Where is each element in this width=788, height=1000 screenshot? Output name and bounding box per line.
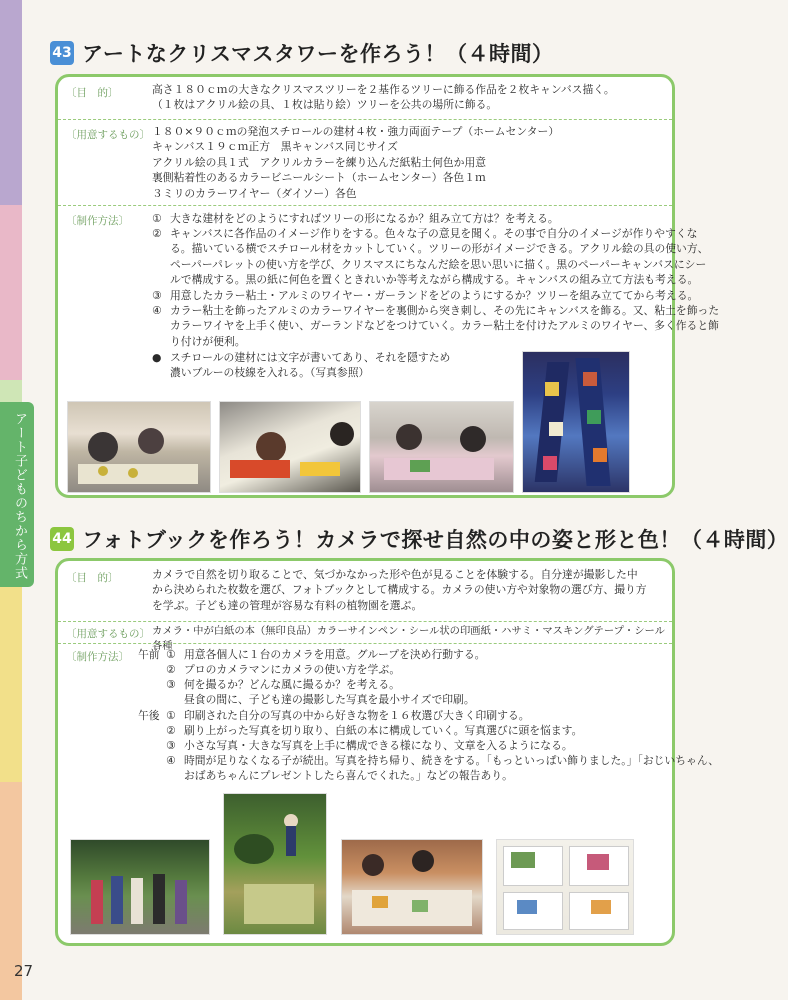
photo-photobooks xyxy=(496,839,634,935)
photo-children-table xyxy=(341,839,483,935)
material-item: 裏側粘着性のあるカラービニールシート（ホームセンター）各色１ｍ xyxy=(152,171,486,185)
step-text: 大きな建材をどのようにすればツリーの形になるか？組み立て方は？を考える。 xyxy=(170,212,559,225)
photo-workshop-3 xyxy=(369,401,514,493)
step-text: おばあちゃんにプレゼントしたら喜んでくれた。」などの報告あり。 xyxy=(184,769,513,783)
purpose-label: 〔目 的〕 xyxy=(66,572,119,584)
step-text: る。描いている横でスチロール材をカットしていく。ツリーの形がイメージできる。アクリル絵の具の使い方、 xyxy=(170,242,709,256)
page-number: 27 xyxy=(14,962,34,980)
am-step xyxy=(166,662,656,677)
method-step xyxy=(152,211,664,226)
photo-children-outdoor xyxy=(70,839,210,935)
section-43-box xyxy=(55,74,720,498)
step-text: キャンバスに各作品のイメージ作りをする。色々な子の意見を聞く。その事で自分のイメージが作りやすくな xyxy=(170,227,698,240)
purpose-line: （１枚はアクリル絵の具、１枚は貼り絵）ツリーを公共の場所に飾る。 xyxy=(152,98,498,112)
step-marker: ① xyxy=(166,709,176,722)
step-marker: ④ xyxy=(152,304,162,317)
photo-workshop-2 xyxy=(219,401,361,493)
am-step xyxy=(166,647,656,662)
method-note xyxy=(152,350,512,381)
section-44-heading xyxy=(50,524,788,554)
photo-garden xyxy=(223,793,327,935)
step-text: り付けが便利。 xyxy=(170,334,246,348)
pm-step xyxy=(166,738,656,753)
purpose-line: から決められた枚数を選び、フォトブックとして構成する。カメラの使い方や対象物の選び方、撮り方 xyxy=(152,583,647,597)
purpose-line: カメラで自然を切り取ることで、気づかなかった形や色が見ることを体験する。自分達が撮影した中 xyxy=(152,568,638,581)
pm-step xyxy=(166,708,656,723)
step-text: 用意各個人に１台のカメラを用意。グループを決め行動する。 xyxy=(184,648,486,661)
step-text: 小さな写真・大きな写真を上手に構成できる様になり、文章を入るようになる。 xyxy=(184,739,573,752)
step-text: 印刷された自分の写真の中から好きな物を１６枚選び大きく印刷する。 xyxy=(184,709,530,722)
method-label: 〔制作方法〕 xyxy=(66,215,129,227)
note-text: 濃いブルーの枝線を入れる。（写真参照） xyxy=(170,366,370,380)
step-text: 用意したカラー粘土・アルミのワイヤー・ガーランドをどのようにするか？ツリーを組み立ててから考える。 xyxy=(170,289,699,302)
step-marker: ③ xyxy=(152,289,162,302)
purpose-row xyxy=(58,561,672,621)
section-number-badge: 44 xyxy=(50,527,74,551)
purpose-row xyxy=(58,77,672,119)
materials-row xyxy=(58,119,672,205)
step-text: カラーワイヤを上手く使い、ガーランドなどをつけていく。カラー粘土を付けたアルミのワイヤー、多く作ると飾 xyxy=(170,319,719,333)
step-marker: ② xyxy=(166,663,176,676)
step-marker: ② xyxy=(166,724,176,737)
step-marker: ③ xyxy=(166,678,176,691)
step-text: カラー粘土を飾ったアルミのカラーワイヤーを裏側から突き刺し、その先にキャンバスを飾る。又、粘土を飾った xyxy=(170,304,720,317)
step-text: ペーパーパレットの使い方を学び、クリスマスにちなんだ絵を思い思いに描く。黒のペーパーキャンバスにシー xyxy=(170,257,707,271)
purpose-text xyxy=(152,567,647,613)
section-43-heading xyxy=(50,38,554,68)
am-label: 午前 xyxy=(138,648,160,661)
pm-step xyxy=(166,753,720,784)
purpose-line: 高さ１８０ｃｍの大きなクリスマスツリーを２基作るツリーに飾る作品を２枚キャンバス描く。 xyxy=(152,83,615,96)
am-step xyxy=(166,677,656,692)
material-item: １８０×９０ｃｍの発泡スチロールの建材４枚・強力両面テープ（ホームセンター） xyxy=(152,125,560,138)
photo-workshop-1 xyxy=(67,401,211,493)
step-marker: ① xyxy=(166,648,176,661)
method-step xyxy=(152,288,699,303)
bullet-marker: ● xyxy=(152,351,162,364)
step-marker: ② xyxy=(152,227,162,240)
step-text: 時間が足りなくなる子が続出。写真を持ち帰り、続きをする。「もっといっぱい飾りました。」「おじいちゃん、 xyxy=(184,754,720,767)
section-number-badge: 43 xyxy=(50,41,74,65)
section-44-box xyxy=(55,558,720,946)
chapter-tab-label: アート子どものちから方式 xyxy=(12,412,27,580)
material-item: アクリル絵の具１式 アクリルカラーを練り込んだ紙粘土何色か用意 xyxy=(152,155,487,169)
step-text: ルで構成する。黒の紙に何色を置くときれいか等考えながら構成する。キャンバスの組み立て方法も考える。 xyxy=(170,273,699,287)
materials-label: 〔用意するもの〕 xyxy=(66,628,150,640)
step-marker: ① xyxy=(152,212,162,225)
section-title: フォトブックを作ろう！カメラで探せ自然の中の姿と形と色！（４時間） xyxy=(82,528,788,552)
step-marker: ④ xyxy=(166,754,176,767)
strip-segment-light-green xyxy=(0,380,22,402)
step-text: プロのカメラマンにカメラの使い方を学ぶ。 xyxy=(184,663,401,676)
method-step xyxy=(152,226,709,288)
materials-label: 〔用意するもの〕 xyxy=(66,129,150,141)
section-title: アートなクリスマスタワーを作ろう！（４時間） xyxy=(82,42,554,66)
materials-text: カメラ・中が白紙の本（無印良品）カラーサインペン・シール状の印画紙・ハサミ・マスキングテープ・シール各種 xyxy=(152,625,665,653)
photo-christmas-tower xyxy=(522,351,630,493)
materials-row xyxy=(58,621,672,653)
pm-step xyxy=(166,723,656,738)
note-text: スチロールの建材には文字が書いてあり、それを隠すため xyxy=(170,351,451,364)
lunch-note: 昼食の間に、子ども達の撮影した写真を最小サイズで印刷。 xyxy=(184,693,475,706)
method-label: 〔制作方法〕 xyxy=(66,651,129,663)
method-step xyxy=(152,303,720,349)
step-text: 何を撮るか？どんな風に撮るか？を考える。 xyxy=(184,678,400,691)
strip-segment-purple xyxy=(0,0,22,205)
material-item: ３ミリのカラーワイヤー（ダイソー）各色 xyxy=(152,186,357,200)
materials-list xyxy=(152,124,559,201)
strip-segment-pink xyxy=(0,205,22,380)
purpose-text xyxy=(152,82,615,113)
step-marker: ③ xyxy=(166,739,176,752)
purpose-label: 〔目 的〕 xyxy=(66,87,119,99)
pm-label: 午後 xyxy=(138,709,160,722)
strip-segment-yellow xyxy=(0,587,22,782)
purpose-line: を学ぶ。子ども達の管理が容易な有料の植物園を選ぶ。 xyxy=(152,598,423,612)
step-text: 刷り上がった写真を切り取り、白紙の本に構成していく。写真選びに頭を悩ます。 xyxy=(184,724,583,737)
material-item: キャンバス１９ｃｍ正方 黒キャンバス同じサイズ xyxy=(152,140,398,154)
